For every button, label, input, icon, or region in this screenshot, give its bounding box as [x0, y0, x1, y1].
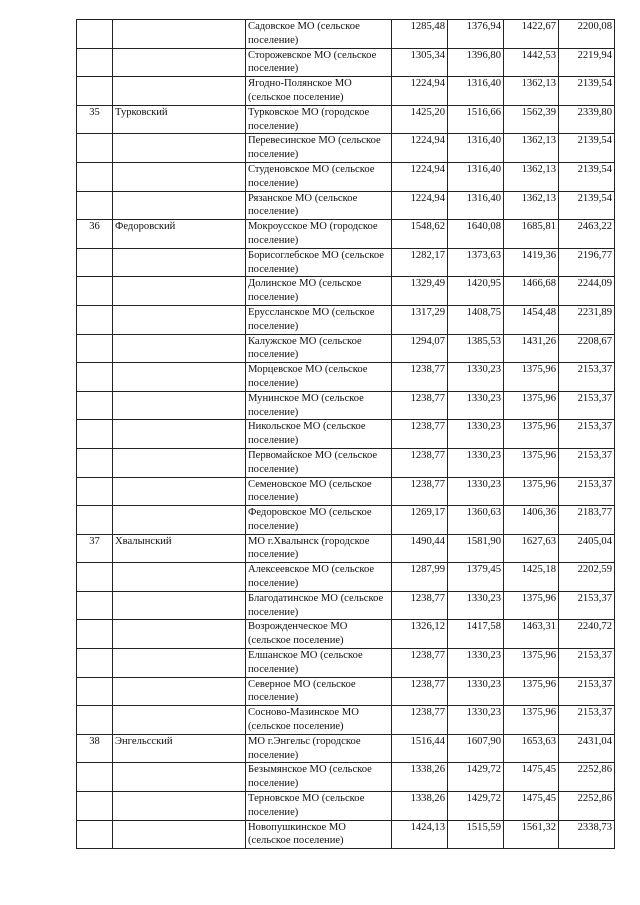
- district-cell: Турковский: [113, 105, 246, 134]
- row-number-cell: [77, 506, 113, 535]
- row-number-cell: [77, 20, 113, 49]
- value-cell-4: 2139,54: [559, 134, 615, 163]
- municipality-cell: МО г.Хвалынск (городское поселение): [246, 534, 392, 563]
- district-cell: [113, 48, 246, 77]
- municipality-cell: Долинское МО (сельское поселение): [246, 277, 392, 306]
- value-cell-2: 1640,08: [448, 220, 504, 249]
- value-cell-4: 2153,37: [559, 391, 615, 420]
- municipality-cell: Еруссланское МО (сельское поселение): [246, 305, 392, 334]
- value-cell-1: 1224,94: [392, 162, 448, 191]
- district-cell: [113, 706, 246, 735]
- value-cell-3: 1419,36: [504, 248, 559, 277]
- row-number-cell: [77, 248, 113, 277]
- value-cell-3: 1375,96: [504, 363, 559, 392]
- value-cell-2: 1330,23: [448, 591, 504, 620]
- value-cell-4: 2252,86: [559, 792, 615, 821]
- table-row: [77, 248, 615, 277]
- value-cell-4: 2153,37: [559, 649, 615, 678]
- value-cell-1: 1238,77: [392, 477, 448, 506]
- value-cell-4: 2240,72: [559, 620, 615, 649]
- value-cell-2: 1376,94: [448, 20, 504, 49]
- row-number-cell: [77, 162, 113, 191]
- value-cell-4: 2153,37: [559, 477, 615, 506]
- value-cell-2: 1396,80: [448, 48, 504, 77]
- district-cell: [113, 334, 246, 363]
- value-cell-3: 1362,13: [504, 191, 559, 220]
- value-cell-3: 1475,45: [504, 763, 559, 792]
- district-cell: [113, 277, 246, 306]
- value-cell-1: 1329,49: [392, 277, 448, 306]
- value-cell-2: 1316,40: [448, 162, 504, 191]
- municipality-cell: Сторожевское МО (сельское поселение): [246, 48, 392, 77]
- district-cell: [113, 506, 246, 535]
- municipality-cell: Алексеевское МО (сельское поселение): [246, 563, 392, 592]
- value-cell-3: 1375,96: [504, 591, 559, 620]
- municipality-cell: Северное МО (сельское поселение): [246, 677, 392, 706]
- table-row: [77, 220, 615, 249]
- value-cell-1: 1548,62: [392, 220, 448, 249]
- row-number-cell: 35: [77, 105, 113, 134]
- value-cell-3: 1375,96: [504, 420, 559, 449]
- district-cell: [113, 305, 246, 334]
- value-cell-1: 1224,94: [392, 77, 448, 106]
- municipality-cell: Мокроусское МО (городское поселение): [246, 220, 392, 249]
- row-number-cell: [77, 420, 113, 449]
- value-cell-4: 2153,37: [559, 591, 615, 620]
- value-cell-1: 1224,94: [392, 191, 448, 220]
- value-cell-2: 1330,23: [448, 448, 504, 477]
- row-number-cell: [77, 649, 113, 678]
- row-number-cell: [77, 448, 113, 477]
- municipality-cell: Новопушкинское МО (сельское поселение): [246, 820, 392, 849]
- row-number-cell: [77, 677, 113, 706]
- district-cell: [113, 162, 246, 191]
- municipality-cell: Возрожденческое МО (сельское поселение): [246, 620, 392, 649]
- row-number-cell: [77, 563, 113, 592]
- value-cell-2: 1330,23: [448, 391, 504, 420]
- value-cell-4: 2231,89: [559, 305, 615, 334]
- table-row: [77, 792, 615, 821]
- table-row: [77, 77, 615, 106]
- value-cell-1: 1224,94: [392, 134, 448, 163]
- value-cell-4: 2153,37: [559, 420, 615, 449]
- table-row: [77, 391, 615, 420]
- row-number-cell: [77, 191, 113, 220]
- value-cell-4: 2200,08: [559, 20, 615, 49]
- value-cell-4: 2208,67: [559, 334, 615, 363]
- district-cell: [113, 591, 246, 620]
- table-row: [77, 649, 615, 678]
- value-cell-1: 1238,77: [392, 649, 448, 678]
- row-number-cell: 36: [77, 220, 113, 249]
- value-cell-3: 1362,13: [504, 77, 559, 106]
- value-cell-2: 1330,23: [448, 363, 504, 392]
- table-row: [77, 277, 615, 306]
- value-cell-3: 1375,96: [504, 706, 559, 735]
- table-row: [77, 677, 615, 706]
- value-cell-4: 2405,04: [559, 534, 615, 563]
- table-row: [77, 820, 615, 849]
- municipality-cell: Турковское МО (городское поселение): [246, 105, 392, 134]
- district-cell: [113, 391, 246, 420]
- value-cell-1: 1516,44: [392, 734, 448, 763]
- value-cell-1: 1287,99: [392, 563, 448, 592]
- value-cell-3: 1463,31: [504, 620, 559, 649]
- row-number-cell: [77, 277, 113, 306]
- district-cell: [113, 134, 246, 163]
- table-row: [77, 20, 615, 49]
- district-cell: [113, 792, 246, 821]
- row-number-cell: [77, 820, 113, 849]
- value-cell-2: 1316,40: [448, 191, 504, 220]
- value-cell-1: 1238,77: [392, 706, 448, 735]
- value-cell-3: 1454,48: [504, 305, 559, 334]
- district-cell: [113, 477, 246, 506]
- value-cell-3: 1362,13: [504, 162, 559, 191]
- value-cell-1: 1238,77: [392, 677, 448, 706]
- table-row: [77, 563, 615, 592]
- table-row: [77, 534, 615, 563]
- value-cell-3: 1561,32: [504, 820, 559, 849]
- district-cell: Федоровский: [113, 220, 246, 249]
- table-row: [77, 334, 615, 363]
- table-row: [77, 591, 615, 620]
- tariff-table: [76, 19, 615, 849]
- value-cell-3: 1375,96: [504, 477, 559, 506]
- value-cell-3: 1431,26: [504, 334, 559, 363]
- value-cell-1: 1238,77: [392, 420, 448, 449]
- row-number-cell: [77, 763, 113, 792]
- row-number-cell: [77, 134, 113, 163]
- municipality-cell: Елшанское МО (сельское поселение): [246, 649, 392, 678]
- value-cell-1: 1238,77: [392, 363, 448, 392]
- municipality-cell: Терновское МО (сельское поселение): [246, 792, 392, 821]
- district-cell: Энгельсский: [113, 734, 246, 763]
- row-number-cell: 37: [77, 534, 113, 563]
- value-cell-2: 1316,40: [448, 77, 504, 106]
- value-cell-4: 2183,77: [559, 506, 615, 535]
- value-cell-3: 1685,81: [504, 220, 559, 249]
- value-cell-1: 1294,07: [392, 334, 448, 363]
- table-row: [77, 620, 615, 649]
- value-cell-4: 2252,86: [559, 763, 615, 792]
- municipality-cell: Благодатинское МО (сельское поселение): [246, 591, 392, 620]
- value-cell-2: 1417,58: [448, 620, 504, 649]
- row-number-cell: [77, 305, 113, 334]
- table-row: [77, 105, 615, 134]
- row-number-cell: [77, 334, 113, 363]
- value-cell-4: 2139,54: [559, 162, 615, 191]
- value-cell-4: 2153,37: [559, 448, 615, 477]
- value-cell-3: 1425,18: [504, 563, 559, 592]
- row-number-cell: [77, 391, 113, 420]
- table-row: [77, 305, 615, 334]
- value-cell-4: 2153,37: [559, 706, 615, 735]
- value-cell-2: 1408,75: [448, 305, 504, 334]
- value-cell-1: 1338,26: [392, 792, 448, 821]
- value-cell-3: 1422,67: [504, 20, 559, 49]
- value-cell-3: 1562,39: [504, 105, 559, 134]
- table-row: [77, 134, 615, 163]
- value-cell-2: 1429,72: [448, 763, 504, 792]
- table-row: [77, 734, 615, 763]
- value-cell-2: 1330,23: [448, 420, 504, 449]
- value-cell-3: 1375,96: [504, 448, 559, 477]
- municipality-cell: Семеновское МО (сельское поселение): [246, 477, 392, 506]
- value-cell-2: 1420,95: [448, 277, 504, 306]
- row-number-cell: [77, 706, 113, 735]
- municipality-cell: МО г.Энгельс (городское поселение): [246, 734, 392, 763]
- value-cell-4: 2153,37: [559, 363, 615, 392]
- value-cell-1: 1424,13: [392, 820, 448, 849]
- value-cell-1: 1305,34: [392, 48, 448, 77]
- district-cell: [113, 191, 246, 220]
- table-row: [77, 706, 615, 735]
- value-cell-2: 1330,23: [448, 477, 504, 506]
- table-row: [77, 162, 615, 191]
- value-cell-3: 1375,96: [504, 649, 559, 678]
- table-row: [77, 448, 615, 477]
- value-cell-4: 2153,37: [559, 677, 615, 706]
- value-cell-2: 1316,40: [448, 134, 504, 163]
- district-cell: [113, 820, 246, 849]
- municipality-cell: Рязанское МО (сельское поселение): [246, 191, 392, 220]
- value-cell-1: 1269,17: [392, 506, 448, 535]
- value-cell-3: 1627,63: [504, 534, 559, 563]
- value-cell-4: 2219,94: [559, 48, 615, 77]
- value-cell-4: 2338,73: [559, 820, 615, 849]
- district-cell: [113, 763, 246, 792]
- row-number-cell: [77, 48, 113, 77]
- district-cell: [113, 563, 246, 592]
- row-number-cell: 38: [77, 734, 113, 763]
- municipality-cell: Безымянское МО (сельское поселение): [246, 763, 392, 792]
- value-cell-2: 1515,59: [448, 820, 504, 849]
- table-row: [77, 191, 615, 220]
- municipality-cell: Перевесинское МО (сельское поселение): [246, 134, 392, 163]
- value-cell-4: 2463,22: [559, 220, 615, 249]
- municipality-cell: Федоровское МО (сельское поселение): [246, 506, 392, 535]
- value-cell-2: 1373,63: [448, 248, 504, 277]
- table-row: [77, 477, 615, 506]
- district-cell: [113, 620, 246, 649]
- municipality-cell: Студеновское МО (сельское поселение): [246, 162, 392, 191]
- row-number-cell: [77, 77, 113, 106]
- municipality-cell: Морцевское МО (сельское поселение): [246, 363, 392, 392]
- district-cell: [113, 448, 246, 477]
- tariff-table-body: [77, 20, 615, 849]
- district-cell: [113, 649, 246, 678]
- value-cell-4: 2339,80: [559, 105, 615, 134]
- value-cell-2: 1385,53: [448, 334, 504, 363]
- district-cell: [113, 420, 246, 449]
- value-cell-3: 1653,63: [504, 734, 559, 763]
- value-cell-1: 1282,17: [392, 248, 448, 277]
- municipality-cell: Никольское МО (сельское поселение): [246, 420, 392, 449]
- row-number-cell: [77, 477, 113, 506]
- value-cell-4: 2139,54: [559, 191, 615, 220]
- municipality-cell: Первомайское МО (сельское поселение): [246, 448, 392, 477]
- value-cell-1: 1285,48: [392, 20, 448, 49]
- district-cell: Хвалынский: [113, 534, 246, 563]
- row-number-cell: [77, 591, 113, 620]
- value-cell-3: 1362,13: [504, 134, 559, 163]
- municipality-cell: Ягодно-Полянское МО (сельское поселение): [246, 77, 392, 106]
- value-cell-1: 1338,26: [392, 763, 448, 792]
- district-cell: [113, 248, 246, 277]
- table-row: [77, 763, 615, 792]
- municipality-cell: Мунинское МО (сельское поселение): [246, 391, 392, 420]
- district-cell: [113, 77, 246, 106]
- district-cell: [113, 20, 246, 49]
- district-cell: [113, 677, 246, 706]
- value-cell-2: 1516,66: [448, 105, 504, 134]
- table-row: [77, 506, 615, 535]
- value-cell-4: 2202,59: [559, 563, 615, 592]
- value-cell-3: 1375,96: [504, 677, 559, 706]
- value-cell-1: 1317,29: [392, 305, 448, 334]
- value-cell-1: 1238,77: [392, 391, 448, 420]
- value-cell-3: 1375,96: [504, 391, 559, 420]
- value-cell-2: 1360,63: [448, 506, 504, 535]
- value-cell-2: 1607,90: [448, 734, 504, 763]
- value-cell-2: 1581,90: [448, 534, 504, 563]
- municipality-cell: Сосново-Мазинское МО (сельское поселение): [246, 706, 392, 735]
- value-cell-1: 1238,77: [392, 448, 448, 477]
- value-cell-3: 1475,45: [504, 792, 559, 821]
- value-cell-4: 2139,54: [559, 77, 615, 106]
- value-cell-3: 1442,53: [504, 48, 559, 77]
- value-cell-2: 1379,45: [448, 563, 504, 592]
- value-cell-2: 1429,72: [448, 792, 504, 821]
- value-cell-2: 1330,23: [448, 649, 504, 678]
- value-cell-4: 2431,04: [559, 734, 615, 763]
- row-number-cell: [77, 363, 113, 392]
- table-row: [77, 420, 615, 449]
- row-number-cell: [77, 620, 113, 649]
- value-cell-4: 2196,77: [559, 248, 615, 277]
- district-cell: [113, 363, 246, 392]
- value-cell-4: 2244,09: [559, 277, 615, 306]
- table-row: [77, 48, 615, 77]
- value-cell-3: 1466,68: [504, 277, 559, 306]
- value-cell-3: 1406,36: [504, 506, 559, 535]
- value-cell-2: 1330,23: [448, 677, 504, 706]
- municipality-cell: Борисоглебское МО (сельское поселение): [246, 248, 392, 277]
- table-row: [77, 363, 615, 392]
- municipality-cell: Садовское МО (сельское поселение): [246, 20, 392, 49]
- value-cell-1: 1490,44: [392, 534, 448, 563]
- municipality-cell: Калужское МО (сельское поселение): [246, 334, 392, 363]
- value-cell-1: 1238,77: [392, 591, 448, 620]
- value-cell-1: 1326,12: [392, 620, 448, 649]
- value-cell-2: 1330,23: [448, 706, 504, 735]
- value-cell-1: 1425,20: [392, 105, 448, 134]
- row-number-cell: [77, 792, 113, 821]
